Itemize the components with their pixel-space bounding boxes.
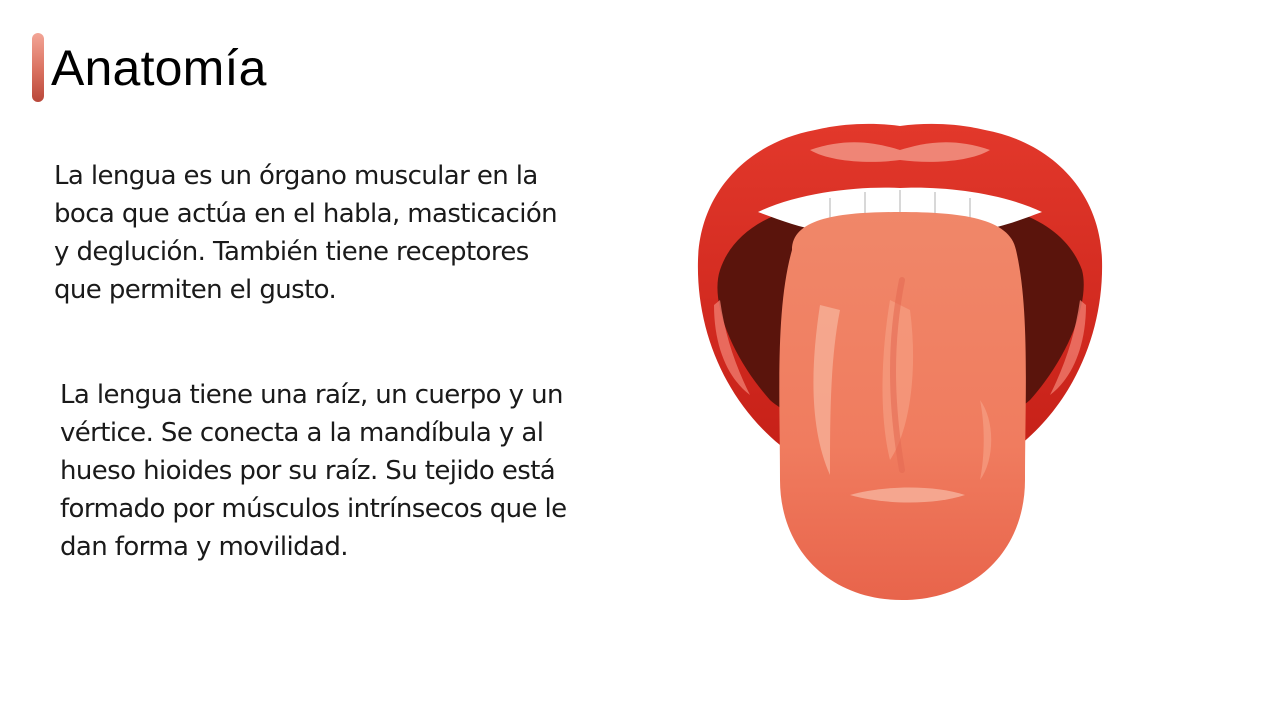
paragraph-structure: La lengua tiene una raíz, un cuerpo y un vértice. Se conecta a la mandíbula y al hueso hioides por su raíz. Su tejido está formado por músculos intrínsecos que le dan forma y movilidad. bbox=[60, 380, 567, 562]
title-accent-bar bbox=[32, 33, 44, 102]
tongue-illustration bbox=[680, 100, 1120, 640]
paragraph-function: La lengua es un órgano muscular en la boca que actúa en el habla, masticación y deglución. También tiene receptores que permiten el gusto. bbox=[54, 161, 558, 305]
slide-title: Anatomía bbox=[51, 40, 267, 96]
